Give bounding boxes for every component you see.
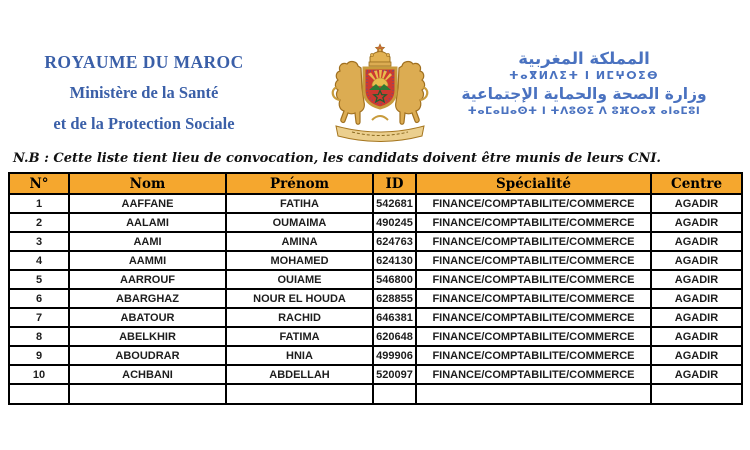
table-cell: 2 [9, 213, 69, 232]
table-row [9, 289, 742, 308]
table-cell: ACHBANI [69, 365, 226, 384]
moroccan-coat-of-arms-icon [322, 40, 438, 151]
ministry-title-fr: Ministère de la Santé [69, 83, 219, 102]
table-cell: 10 [9, 365, 69, 384]
table-cell: FINANCE/COMPTABILITE/COMMERCE [416, 346, 651, 365]
table-cell: ABDELLAH [226, 365, 373, 384]
ribbon-banner [336, 126, 424, 142]
table-cell: 490245 [373, 213, 416, 232]
table-row [9, 194, 742, 213]
partial-row [9, 384, 742, 404]
table-cell [226, 384, 373, 404]
table-cell [69, 384, 226, 404]
table-cell: ABELKHIR [69, 327, 226, 346]
table-cell: 628855 [373, 289, 416, 308]
table-cell: AAMI [69, 232, 226, 251]
table-cell: 624763 [373, 232, 416, 251]
ministry-subtitle-fr: et de la Protection Sociale [53, 114, 235, 133]
column-header: ID [373, 173, 416, 194]
table-cell: 520097 [373, 365, 416, 384]
table-cell: ABATOUR [69, 308, 226, 327]
table-cell [416, 384, 651, 404]
table-row [9, 327, 742, 346]
table-cell: HNIA [226, 346, 373, 365]
table-cell: 646381 [373, 308, 416, 327]
table-cell: 9 [9, 346, 69, 365]
lion-left [333, 62, 365, 125]
arabic-title-block [446, 48, 722, 119]
table-cell: ABARGHAZ [69, 289, 226, 308]
table-cell: AGADIR [651, 346, 742, 365]
table-cell: RACHID [226, 308, 373, 327]
table-cell: AGADIR [651, 194, 742, 213]
table-cell: 624130 [373, 251, 416, 270]
table-row [9, 232, 742, 251]
table-row [9, 213, 742, 232]
table-cell: FINANCE/COMPTABILITE/COMMERCE [416, 213, 651, 232]
table-cell: AGADIR [651, 289, 742, 308]
table-cell: 542681 [373, 194, 416, 213]
table-cell: 546800 [373, 270, 416, 289]
crown-shape [369, 44, 391, 66]
table-cell: 620648 [373, 327, 416, 346]
table-cell: ABOUDRAR [69, 346, 226, 365]
table-cell: FINANCE/COMPTABILITE/COMMERCE [416, 270, 651, 289]
table-cell: 7 [9, 308, 69, 327]
candidates-table-container [8, 172, 744, 412]
french-title-block [16, 52, 272, 134]
table-cell: FINANCE/COMPTABILITE/COMMERCE [416, 308, 651, 327]
table-row [9, 346, 742, 365]
table-cell: FINANCE/COMPTABILITE/COMMERCE [416, 232, 651, 251]
table-row [9, 308, 742, 327]
table-cell: 1 [9, 194, 69, 213]
kingdom-title-tifinagh: ⵜⴰⴳⵍⴷⵉⵜ ⵏ ⵍⵎⵖⵔⵉⴱ [508, 69, 659, 83]
table-row [9, 270, 742, 289]
table-cell: AGADIR [651, 270, 742, 289]
table-cell: 5 [9, 270, 69, 289]
table-cell: 8 [9, 327, 69, 346]
table-cell: 499906 [373, 346, 416, 365]
table-cell: FATIHA [226, 194, 373, 213]
table-cell: FINANCE/COMPTABILITE/COMMERCE [416, 327, 651, 346]
table-cell: FINANCE/COMPTABILITE/COMMERCE [416, 365, 651, 384]
table-cell: AALAMI [69, 213, 226, 232]
table-cell: AGADIR [651, 327, 742, 346]
table-cell: NOUR EL HOUDA [226, 289, 373, 308]
table-cell: FATIMA [226, 327, 373, 346]
table-cell: FINANCE/COMPTABILITE/COMMERCE [416, 289, 651, 308]
kingdom-title-ar: المملكة المغربية [518, 49, 650, 68]
table-cell [373, 384, 416, 404]
table-cell [651, 384, 742, 404]
table-cell: FINANCE/COMPTABILITE/COMMERCE [416, 251, 651, 270]
table-cell: OUIAME [226, 270, 373, 289]
table-cell: 6 [9, 289, 69, 308]
table-cell: AARROUF [69, 270, 226, 289]
column-header: Prénom [226, 173, 373, 194]
table-cell: AGADIR [651, 213, 742, 232]
table-cell: AAFFANE [69, 194, 226, 213]
kingdom-title-fr: ROYAUME DU MAROC [44, 52, 244, 72]
table-cell: AGADIR [651, 365, 742, 384]
table-cell: OUMAIMA [226, 213, 373, 232]
table-cell: AGADIR [651, 251, 742, 270]
table-header-row [9, 173, 742, 194]
table-cell: AAMMI [69, 251, 226, 270]
table-cell: MOHAMED [226, 251, 373, 270]
table-cell: 4 [9, 251, 69, 270]
table-cell: AMINA [226, 232, 373, 251]
column-header: Spécialité [416, 173, 651, 194]
candidates-table [8, 172, 743, 405]
shield-shape [364, 68, 396, 108]
lion-right [396, 62, 428, 125]
table-row [9, 251, 742, 270]
ministry-title-ar: وزارة الصحة والحماية الإجتماعية [461, 85, 707, 104]
column-header: Centre [651, 173, 742, 194]
table-cell: AGADIR [651, 308, 742, 327]
base-ornament [372, 116, 388, 120]
ministry-title-tifinagh: ⵜⴰⵎⴰⵡⴰⵙⵜ ⵏ ⵜⴷⵓⵙⵉ ⴷ ⵓⴼⵔⴰⴳ ⴰⵏⴰⵎⵓⵏ [467, 105, 701, 118]
table-cell: FINANCE/COMPTABILITE/COMMERCE [416, 194, 651, 213]
column-header: N° [9, 173, 69, 194]
table-row [9, 365, 742, 384]
table-cell: 3 [9, 232, 69, 251]
convocation-notice: N.B : Cette liste tient lieu de convocation, les candidats doivent être munis de leurs CNI. [13, 151, 661, 166]
table-cell [9, 384, 69, 404]
column-header: Nom [69, 173, 226, 194]
table-cell: AGADIR [651, 232, 742, 251]
